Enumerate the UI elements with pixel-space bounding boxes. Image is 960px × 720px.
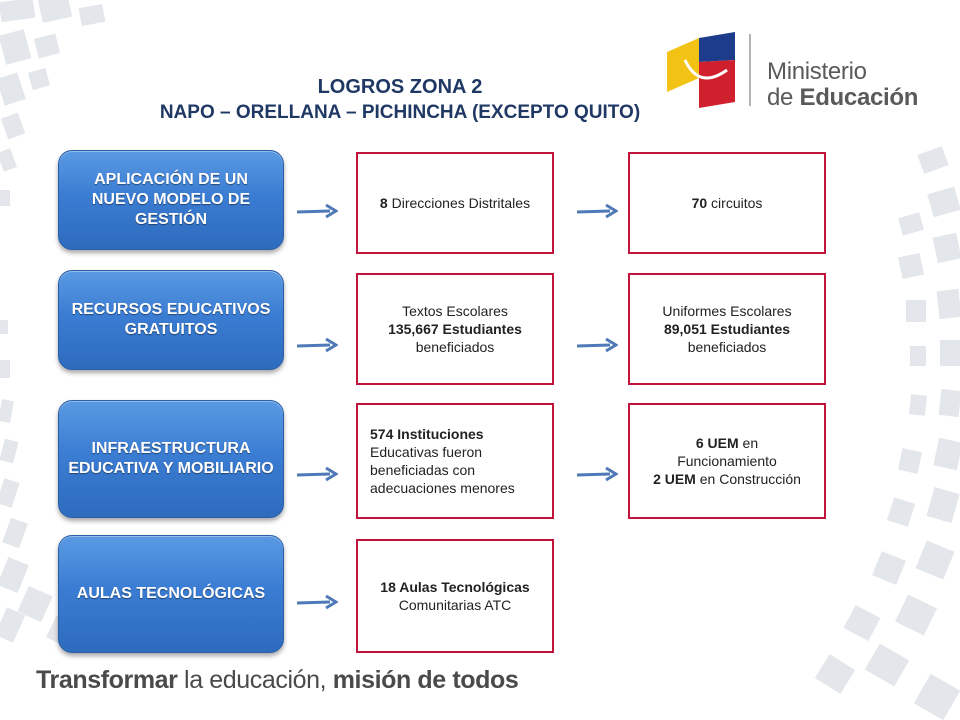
box-instituciones [356,403,554,519]
box-line: adecuaciones menores [370,480,515,496]
flag-emblem-icon [665,30,765,110]
box-value-text: circuitos [707,195,763,211]
logo-ministerio-text: Ministerio [767,58,867,85]
box-line-text: en [738,435,759,451]
box-line: Uniformes Escolares [662,303,792,319]
arrow-right-icon [296,594,338,610]
box-line-text: en Construcción [695,471,801,487]
box-line-bold: 18 Aulas Tecnológicas [380,579,530,595]
logo-educacion-text: Educación [799,84,919,111]
category-aulas-tecnologicas: AULAS TECNOLÓGICAS [58,535,284,653]
box-direcciones-distritales [356,152,554,254]
box-bold-value: 8 [379,195,388,211]
box-value-text: Direcciones Distritales [387,195,531,211]
box-line: Educativas fueron [370,444,483,460]
box-line-bold: 574 Instituciones [370,426,484,442]
footer-slogan [36,665,518,695]
arrow-right-icon [296,466,338,482]
arrow-right-icon [576,203,618,219]
ministerio-logo [665,30,935,110]
category-infraestructura: INFRAESTRUCTURA EDUCATIVA Y MOBILIARIO [58,400,284,518]
box-bold-value: 70 [691,195,708,211]
logo-de-educacion-text [767,86,918,110]
slogan-normal: la educación, [177,666,333,694]
arrow-right-icon [296,203,338,219]
box-line [653,470,801,488]
arrow-right-icon [296,337,338,353]
box-line: Comunitarias ATC [398,597,512,613]
slogan-bold-2: misión de todos [332,666,519,694]
category-nuevo-modelo-gestion: APLICACIÓN DE UN NUEVO MODELO DE GESTIÓN [58,150,284,250]
box-line [696,434,758,452]
title-line-1: LOGROS ZONA 2 [317,76,483,98]
box-uem [628,403,826,519]
box-line-bold: 2 UEM [653,471,696,487]
box-line: Funcionamiento [677,453,777,469]
box-text [380,194,530,212]
box-aulas-tecnologicas [356,539,554,653]
box-line-bold: 135,667 Estudiantes [388,321,522,337]
box-line: beneficiadas con [370,462,476,478]
title-line-2: NAPO – ORELLANA – PICHINCHA (EXCEPTO QUITO) [159,102,641,123]
logo-de-text: de [767,84,794,111]
box-line: Textos Escolares [402,303,508,319]
page-title [60,75,740,125]
slogan-bold-1: Transformar [36,666,178,694]
box-text [692,194,763,212]
box-line-bold: 6 UEM [695,435,739,451]
arrow-right-icon [576,466,618,482]
box-circuitos [628,152,826,254]
arrow-right-icon [576,337,618,353]
box-textos-escolares [356,273,554,385]
box-line-bold: 89,051 Estudiantes [663,321,791,337]
box-line: beneficiados [415,339,495,355]
box-uniformes-escolares [628,273,826,385]
category-recursos-educativos: RECURSOS EDUCATIVOS GRATUITOS [58,270,284,370]
box-line: beneficiados [687,339,767,355]
